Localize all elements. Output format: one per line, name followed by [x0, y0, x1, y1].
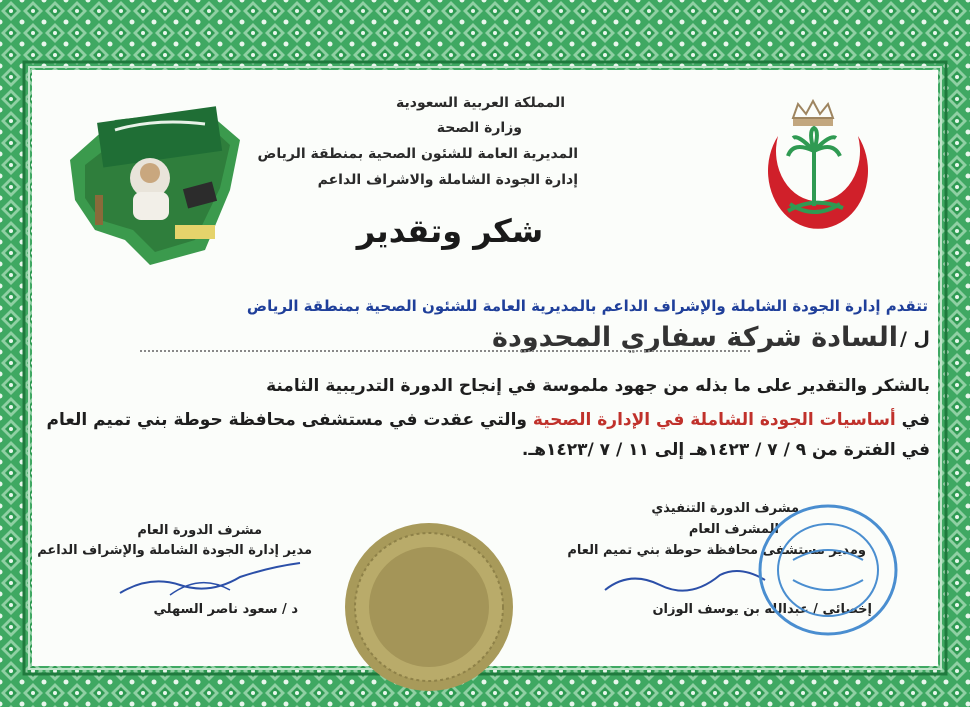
recipient-name: السادة شركة سفاري المحدودة: [492, 322, 898, 353]
right-signatory-role-2: المشرف العام: [688, 522, 779, 537]
left-signatory-name: د / سعود ناصر السهلي: [153, 602, 298, 617]
ministry-name: وزارة الصحة: [436, 120, 522, 136]
recipient-prefix: ل /: [899, 328, 930, 350]
course-name: أساسيات الجودة الشاملة في الإدارة الصحية: [532, 410, 896, 430]
body-line-2-suffix: والتي عقدت في مستشفى محافظة حوطة بني تميم العام: [46, 410, 527, 430]
blue-stamp-icon: [748, 500, 898, 640]
right-signatory-role: مشرف الدورة التنفيذي: [651, 501, 799, 516]
directorate-name: المديرية العامة للشئون الصحية بمنطقة الرياض: [257, 146, 578, 162]
certificate-title: شكر وتقدير: [356, 212, 544, 250]
left-signatory-role: مشرف الدورة العام: [137, 523, 262, 538]
body-line-2-prefix: في: [901, 410, 930, 430]
right-signatory-title: ومدير مستشفى محافظة حوطة بني تميم العام: [567, 543, 866, 558]
right-signature-mark: [600, 560, 770, 605]
gold-seal-icon: [342, 520, 517, 695]
moh-emblem-icon: [748, 96, 878, 256]
right-signatory-name: إخصائي / عبدالله بن يوسف الوزان: [652, 602, 872, 617]
recipient-row: [310, 322, 930, 362]
body-line-2: [47, 410, 931, 430]
kingdom-name: المملكة العربية السعودية: [396, 95, 565, 111]
body-line-3: في الفترة من ٩ / ٧ / ١٤٢٣هـ إلى ١١ / ٧ /١٤٢٣هـ.: [521, 440, 930, 460]
intro-text: تتقدم إدارة الجودة الشاملة والإشراف الداعم بالمديرية العامة للشئون الصحية بمنطقة الرياض: [246, 297, 928, 315]
left-signatory-title: مدير إدارة الجودة الشاملة والإشراف الداعم: [37, 543, 312, 558]
recipient-dotted-line: [140, 350, 750, 352]
saudi-map-poster-image: [55, 100, 255, 270]
department-name: إدارة الجودة الشاملة والاشراف الداعم: [317, 172, 578, 188]
left-signature-mark: [110, 555, 310, 605]
body-line-1: بالشكر والتقدير على ما بذله من جهود ملموسة في إنجاح الدورة التدريبية الثامنة: [266, 376, 930, 396]
